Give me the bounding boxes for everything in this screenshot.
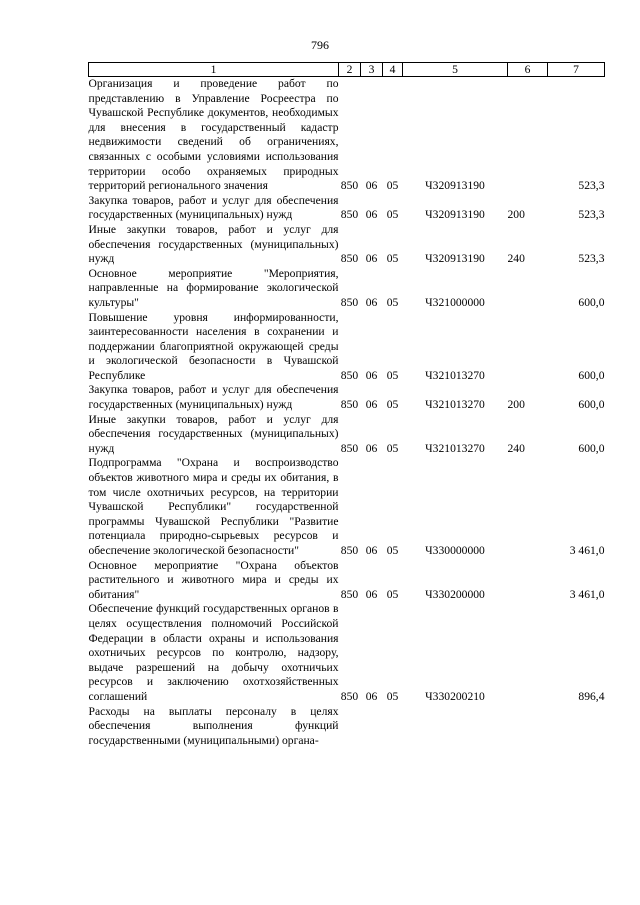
row-expense-type: 200	[507, 208, 525, 222]
row-name: Обеспечение функций государственных органов в целях осуществления полномочий Российской Федерации в области охраны и использования охотничьих ресурсов по контролю, надзору, выдаче разрешений на добычу охотничьих ресурсов и заключению охотхозяйственных соглашений	[88, 602, 339, 703]
row-section: 06	[365, 587, 378, 601]
row-target-code: Ч320913190	[425, 179, 485, 193]
row-target-code: Ч330200210	[425, 689, 485, 703]
row-name: Закупка товаров, работ и услуг для обеспечения государственных (муниципальных) нужд	[88, 383, 339, 412]
table-row	[89, 267, 605, 311]
row-section	[361, 705, 383, 749]
row-target-code: Ч321000000	[425, 295, 485, 309]
row-amount: 523,3	[578, 208, 605, 222]
col-header-4: 4	[383, 63, 403, 77]
table-row	[89, 413, 605, 457]
table-row	[89, 602, 605, 704]
row-subsection: 05	[386, 368, 399, 382]
row-ministry: 850	[340, 441, 359, 455]
table-row	[89, 559, 605, 603]
row-target-code	[403, 705, 508, 749]
col-header-2: 2	[339, 63, 361, 77]
row-target-code: Ч320913190	[425, 208, 485, 222]
row-name: Основное мероприятие "Охрана объектов растительного и животного мира и среды их обитания"	[88, 558, 339, 601]
row-name: Организация и проведение работ по представлению в Управление Росреестра по Чувашской Республике документов, необходимых для внесения в государственный кадастр недвижимости сведений об ограничениях, связанных с особыми условиями использования территории особо охраняемых природных территорий регионального значения	[88, 77, 339, 193]
row-target-code: Ч320913190	[425, 252, 485, 266]
col-header-5: 5	[403, 63, 508, 77]
row-ministry: 850	[340, 295, 359, 309]
col-header-1: 1	[89, 63, 339, 77]
table-row	[89, 705, 605, 749]
row-section: 06	[365, 689, 378, 703]
row-section: 06	[365, 544, 378, 557]
page-number: 796	[311, 38, 329, 52]
row-expense-type: 240	[507, 441, 525, 455]
row-subsection: 05	[386, 295, 399, 309]
row-subsection	[383, 705, 403, 749]
row-section: 06	[365, 208, 378, 222]
row-ministry: 850	[340, 544, 359, 557]
header-row	[89, 63, 605, 77]
row-subsection: 05	[386, 398, 399, 412]
row-section: 06	[365, 398, 378, 412]
col-header-7: 7	[548, 63, 605, 77]
row-section: 06	[365, 441, 378, 455]
row-expense-type	[508, 311, 548, 384]
row-subsection: 05	[386, 179, 399, 193]
table-row	[89, 383, 605, 412]
row-ministry: 850	[340, 252, 359, 266]
row-ministry: 850	[340, 208, 359, 222]
table-row	[89, 223, 605, 267]
row-section: 06	[365, 368, 378, 382]
row-expense-type	[508, 456, 548, 558]
row-ministry: 850	[340, 398, 359, 412]
row-amount: 600,0	[578, 441, 605, 455]
row-name: Закупка товаров, работ и услуг для обеспечения государственных (муниципальных) нужд	[88, 193, 339, 222]
row-name: Расходы на выплаты персоналу в целях обеспечения выполнения функций государственными (муниципальными) органа-	[88, 704, 339, 747]
row-amount: 3 461,0	[569, 544, 605, 557]
row-expense-type	[508, 77, 548, 194]
row-subsection: 05	[386, 252, 399, 266]
row-ministry: 850	[340, 587, 359, 601]
table-row	[89, 77, 605, 194]
budget-table	[88, 62, 605, 748]
row-expense-type	[508, 602, 548, 704]
row-ministry: 850	[340, 689, 359, 703]
row-amount: 523,3	[578, 252, 605, 266]
row-amount	[548, 705, 605, 749]
row-subsection: 05	[386, 208, 399, 222]
row-amount: 3 461,0	[569, 587, 605, 601]
row-expense-type: 200	[507, 398, 525, 412]
row-name: Иные закупки товаров, работ и услуг для обеспечения государственных (муниципальных) нужд	[88, 412, 339, 455]
table-row	[89, 194, 605, 223]
row-expense-type: 240	[507, 252, 525, 266]
row-amount: 896,4	[578, 689, 605, 703]
row-name: Иные закупки товаров, работ и услуг для обеспечения государственных (муниципальных) нужд	[88, 222, 339, 266]
col-header-6: 6	[508, 63, 548, 77]
row-subsection: 05	[386, 587, 399, 601]
row-ministry	[339, 705, 361, 749]
row-target-code: Ч321013270	[425, 368, 485, 382]
row-subsection: 05	[386, 544, 399, 557]
row-name: Подпрограмма "Охрана и воспроизводство объектов животного мира и среды их обитания, в том числе охотничьих ресурсов, на территории Чувашской Республики" государственной программы Чувашской Республики "Развитие потенциала природно-сырьевых ресурсов и обеспечение экологической безопасности"	[88, 456, 339, 557]
row-subsection: 05	[386, 441, 399, 455]
row-amount: 600,0	[578, 295, 605, 309]
table-row	[89, 456, 605, 558]
row-ministry: 850	[340, 179, 359, 193]
row-expense-type	[508, 705, 548, 749]
col-header-3: 3	[361, 63, 383, 77]
row-section: 06	[365, 252, 378, 266]
row-amount: 600,0	[578, 398, 605, 412]
row-expense-type	[508, 267, 548, 311]
row-name: Основное мероприятие "Мероприятия, направленные на формирование экологической культуры"	[88, 266, 339, 309]
row-target-code: Ч321013270	[425, 398, 485, 412]
row-target-code: Ч330000000	[425, 544, 485, 557]
row-amount: 523,3	[578, 179, 605, 193]
row-section: 06	[365, 179, 378, 193]
row-target-code: Ч330200000	[425, 587, 485, 601]
table-row	[89, 311, 605, 384]
row-amount: 600,0	[578, 368, 605, 382]
row-section: 06	[365, 295, 378, 309]
row-name: Повышение уровня информированности, заинтересованности населения в сохранении и поддержании благоприятной окружающей среды и экологической безопасности в Чувашской Республике	[88, 310, 339, 382]
row-ministry: 850	[340, 368, 359, 382]
row-target-code: Ч321013270	[425, 441, 485, 455]
row-expense-type	[508, 559, 548, 603]
row-subsection: 05	[386, 689, 399, 703]
